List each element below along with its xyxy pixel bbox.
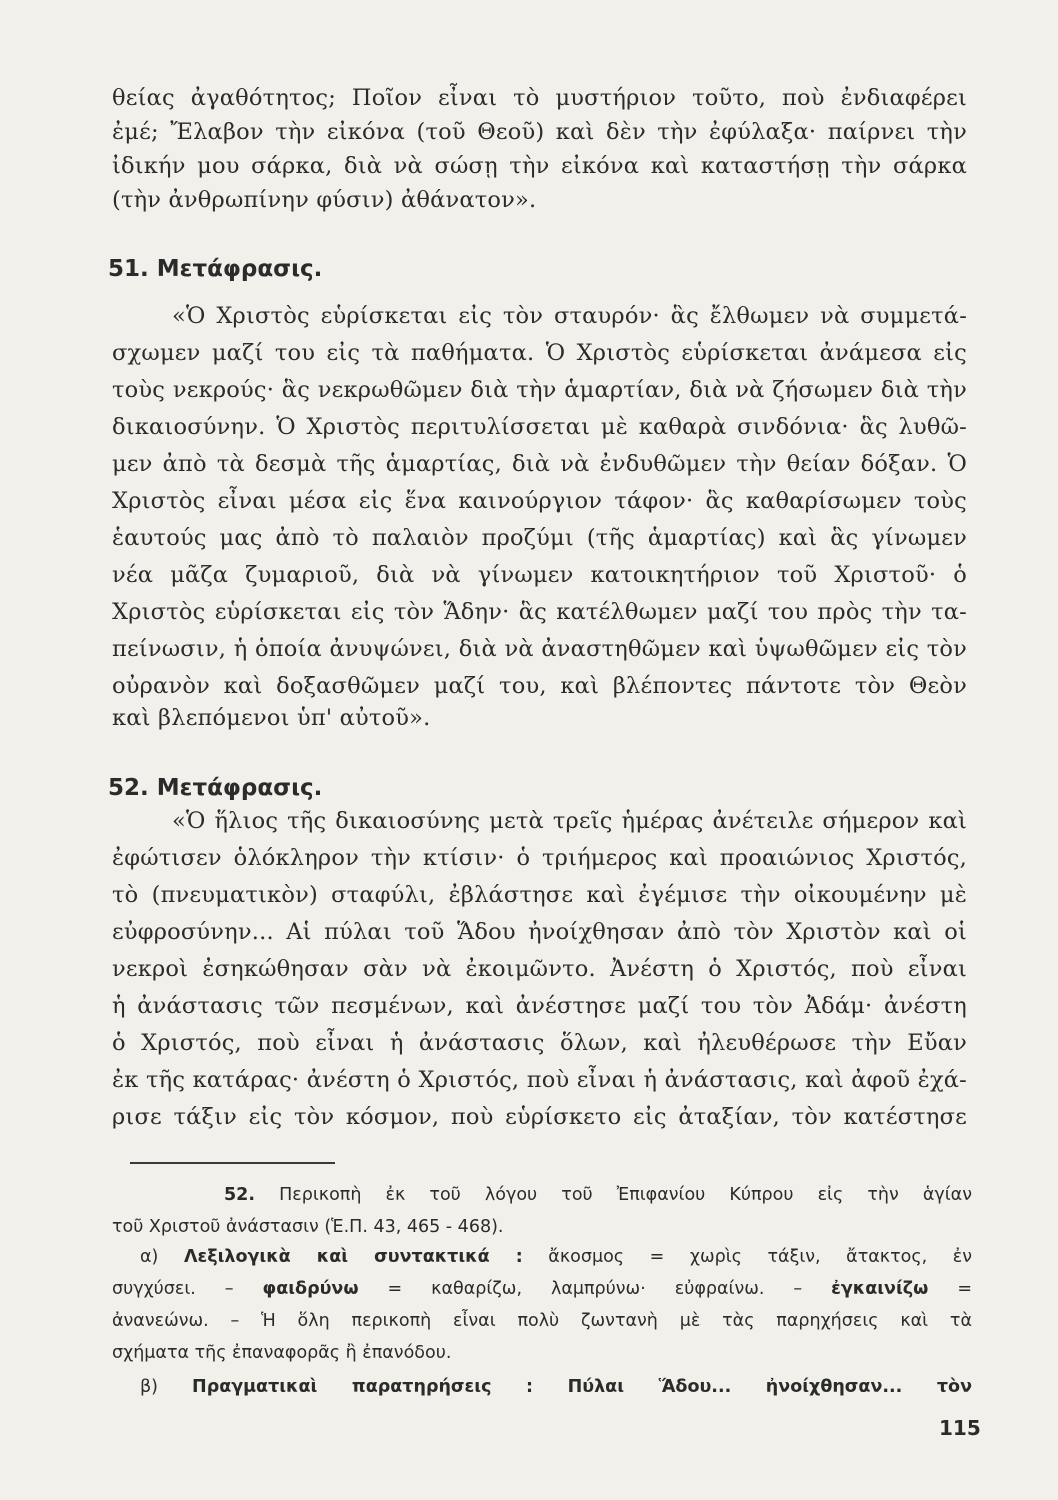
intro-line-3: ἰδικήν μου σάρκα, διὰ νὰ σώσῃ τὴν εἰκόνα καὶ καταστήσῃ τὴν σάρκα [112, 153, 967, 179]
footnote-line-2: τοῦ Χριστοῦ ἀνάστασιν (Ἑ.Π. 43, 465 - 468). [112, 1217, 504, 1237]
footnote-line-1-text: Περικοπὴ ἐκ τοῦ λόγου τοῦ Ἐπιφανίου Κύπρου εἰς τὴν ἁγίαν [255, 1185, 972, 1205]
s52-line-2: ἐφώτισεν ὁλόκληρον τὴν κτίσιν· ὁ τριήμερος καὶ προαιώνιος Χριστός, [112, 845, 967, 871]
footnote-number: 52. [224, 1185, 256, 1205]
s51-line-11: οὐρανὸν καὶ δοξασθῶμεν μαζί του, καὶ βλέποντες πάντοτε τὸν Θεὸν [112, 673, 967, 699]
s52-line-1: «Ὁ ἥλιος τῆς δικαιοσύνης μετὰ τρεῖς ἡμέρας ἀνέτειλε σήμερον καὶ [172, 808, 967, 834]
intro-line-2: ἐμέ; Ἔλαβον τὴν εἰκόνα (τοῦ Θεοῦ) καὶ δὲν τὴν ἐφύλαξα· παίρνει τὴν [112, 119, 967, 145]
s51-line-1: «Ὁ Χριστὸς εὑρίσκεται εἰς τὸν σταυρόν· ἃς ἔλθωμεν νὰ συμμετά- [172, 303, 967, 329]
intro-line-1: θείας ἀγαθότητος; Ποῖον εἶναι τὸ μυστήριον τοῦτο, ποὺ ἐνδιαφέρει [112, 85, 967, 111]
s52-line-7: ὁ Χριστός, ποὺ εἶναι ἡ ἀνάστασις ὅλων, καὶ ἠλευθέρωσε τὴν Εὔαν [112, 1030, 967, 1056]
s51-line-6: Χριστὸς εἶναι μέσα εἰς ἕνα καινούργιον τάφον· ἃς καθαρίσωμεν τοὺς [112, 488, 967, 514]
footnote-line-4-text: = καθαρίζω, λαμπρύνω· εὐφραίνω. – [358, 1279, 832, 1299]
footnote-line-3 [140, 1245, 972, 1269]
s51-line-5: μεν ἀπὸ τὰ δεσμὰ τῆς ἁμαρτίας, διὰ νὰ ἐνδυθῶμεν τὴν θείαν δόξαν. Ὁ [112, 451, 967, 477]
s51-line-9: Χριστὸς εὑρίσκεται εἰς τὸν Ἅδην· ἃς κατέλθωμεν μαζί του πρὸς τὴν τα- [112, 599, 967, 625]
footnote-b-marker: β) [140, 1377, 193, 1397]
s52-line-8: ἐκ τῆς κατάρας· ἀνέστη ὁ Χριστός, ποὺ εἶναι ἡ ἀνάστασις, καὶ ἀφοῦ ἐχά- [112, 1067, 967, 1093]
s52-line-3: τὸ (πνευματικὸν) σταφύλι, ἐβλάστησε καὶ ἐγέμισε τὴν οἰκουμένην μὲ [112, 882, 967, 908]
footnote-line-4-end: = [928, 1279, 972, 1299]
s51-line-8: νέα μᾶζα ζυμαριοῦ, διὰ νὰ γίνωμεν κατοικητήριον τοῦ Χριστοῦ· ὁ [112, 562, 967, 588]
footnote-a-marker: α) [140, 1247, 184, 1267]
footnote-term-2: ἐγκαινίζω [831, 1279, 929, 1299]
footnote-line-6: σχήματα τῆς ἐπαναφορᾶς ἢ ἐπανόδου. [112, 1343, 452, 1363]
footnote-line-4 [112, 1277, 972, 1301]
s51-line-3: τοὺς νεκρούς· ἃς νεκρωθῶμεν διὰ τὴν ἁμαρτίαν, διὰ νὰ ζήσωμεν διὰ τὴν [112, 377, 967, 403]
s51-line-10: πείνωσιν, ἡ ὁποία ἀνυψώνει, διὰ νὰ ἀναστηθῶμεν καὶ ὑψωθῶμεν εἰς τὸν [112, 636, 967, 662]
page-number: 115 [939, 1416, 981, 1440]
footnote-line-5: ἀνανεώνω. – Ἡ ὅλη περικοπὴ εἶναι πολὺ ζωντανὴ μὲ τὰς παρηχήσεις καὶ τὰ [112, 1311, 972, 1331]
footnote-line-7 [140, 1375, 972, 1399]
footnote-line-3-text: ἄκοσμος = χωρὶς τάξιν, ἄτακτος, ἐν [522, 1247, 972, 1267]
footnote-a-label: Λεξιλογικὰ καὶ συντακτικά : [183, 1247, 523, 1267]
s52-line-9: ρισε τάξιν εἰς τὸν κόσμον, ποὺ εὑρίσκετο εἰς ἀταξίαν, τὸν κατέστησε [112, 1104, 967, 1130]
footnote-term-1: φαιδρύνω [262, 1279, 359, 1299]
s51-line-12: καὶ βλεπόμενοι ὑπ' αὐτοῦ». [112, 705, 431, 731]
s51-line-7: ἑαυτούς μας ἀπὸ τὸ παλαιὸν προζύμι (τῆς ἁμαρτίας) καὶ ἃς γίνωμεν [112, 525, 967, 551]
footnote-b-label: Πραγματικαὶ παρατηρήσεις : Πύλαι Ἅδου... ἠνοίχθησαν... τὸν [192, 1377, 972, 1397]
s52-line-4: εὐφροσύνην... Αἱ πύλαι τοῦ Ἅδου ἠνοίχθησαν ἀπὸ τὸν Χριστὸν καὶ οἱ [112, 919, 967, 945]
footnote-divider [130, 1162, 335, 1164]
s51-line-4: δικαιοσύνην. Ὁ Χριστὸς περιτυλίσσεται μὲ καθαρὰ σινδόνια· ἃς λυθῶ- [112, 414, 967, 440]
footnote-line-1 [224, 1183, 972, 1207]
section-52-heading: 52. Μετάφρασις. [108, 775, 323, 801]
intro-line-4: (τὴν ἀνθρωπίνην φύσιν) ἀθάνατον». [112, 187, 537, 213]
s52-line-6: ἡ ἀνάστασις τῶν πεσμένων, καὶ ἀνέστησε μαζί του τὸν Ἀδάμ· ἀνέστη [112, 993, 967, 1019]
s52-line-5: νεκροὶ ἐσηκώθησαν σὰν νὰ ἐκοιμῶντο. Ἀνέστη ὁ Χριστός, ποὺ εἶναι [112, 956, 967, 982]
footnote-line-4-pre: συγχύσει. – [112, 1279, 263, 1299]
section-51-heading: 51. Μετάφρασις. [108, 256, 323, 282]
s51-line-2: σχωμεν μαζί του εἰς τὰ παθήματα. Ὁ Χριστὸς εὑρίσκεται ἀνάμεσα εἰς [112, 340, 967, 366]
